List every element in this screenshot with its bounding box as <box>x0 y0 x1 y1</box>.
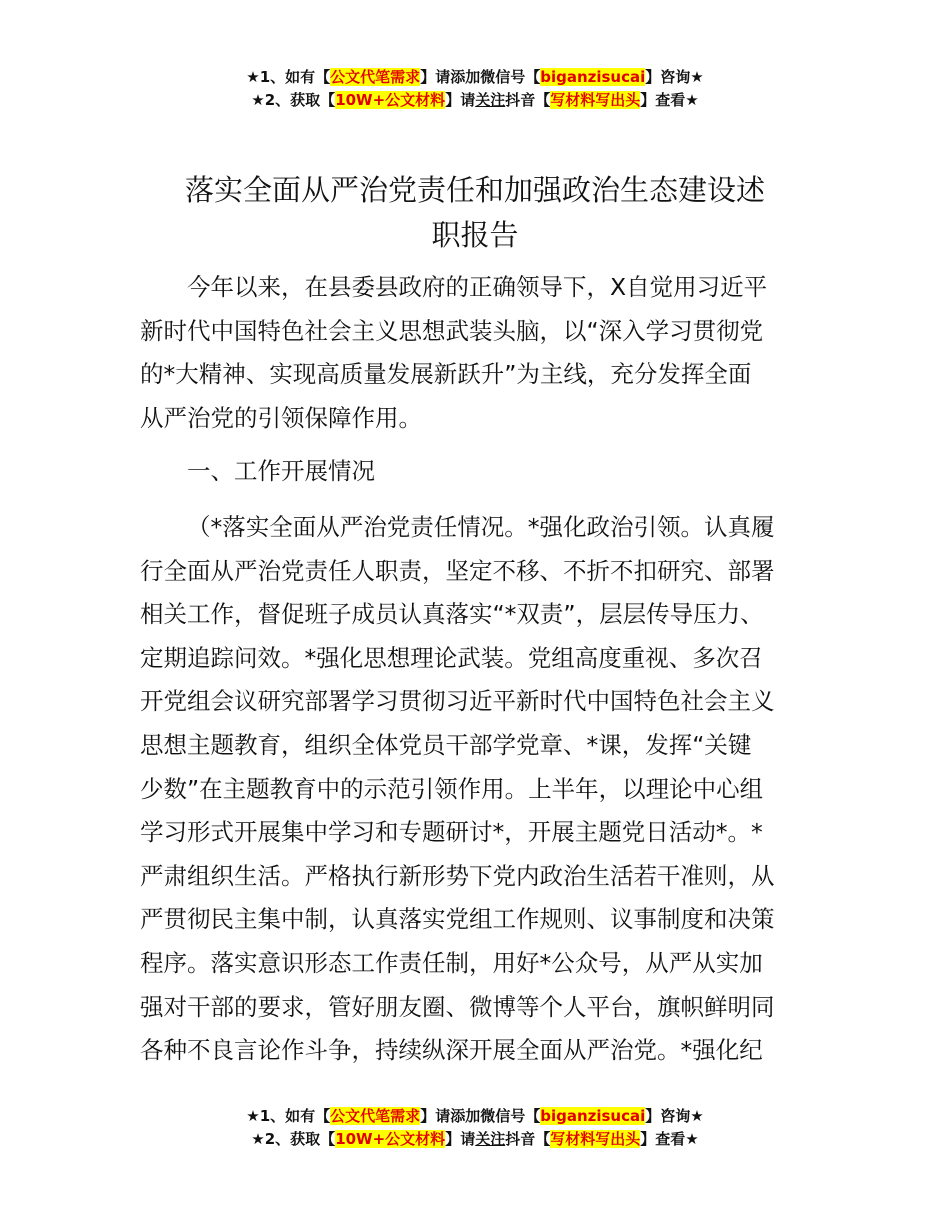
banner-text: ★2、获取【 <box>251 91 336 109</box>
banner-text: 】请 <box>445 1130 476 1148</box>
section-heading: 一、工作开展情况 <box>187 457 375 486</box>
banner-text: 】咨询★ <box>645 68 704 86</box>
document-title <box>140 168 810 258</box>
text-line: 强对干部的要求，管好朋友圈、微博等个人平台，旗帜鲜明同 <box>140 992 775 1021</box>
text-line: 从严治党的引领保障作用。 <box>140 403 422 432</box>
title-line-1: 落实全面从严治党责任和加强政治生态建设述 <box>184 173 765 207</box>
text-line: 开党组会议研究部署学习贯彻习近平新时代中国特色社会主义 <box>140 687 775 716</box>
banner-text: 】查看★ <box>640 91 699 109</box>
banner-line-1 <box>0 1105 950 1128</box>
banner-text: 抖音【 <box>505 91 551 109</box>
document-body <box>140 266 812 1073</box>
title-line-2: 职报告 <box>431 218 519 252</box>
banner-text: ★2、获取【 <box>251 1130 336 1148</box>
banner-highlight: biganzisucai <box>540 1107 646 1125</box>
banner-text: 抖音【 <box>505 1130 551 1148</box>
text-line: 今年以来，在县委县政府的正确领导下，X自觉用习近平 <box>187 273 768 301</box>
banner-text: ★1、如有【 <box>246 68 331 86</box>
banner-line-2 <box>0 89 950 112</box>
banner-highlight: 10W+公文材料 <box>335 91 446 109</box>
text-line: 各种不良言论作斗争，持续纵深开展全面从严治党。*强化纪 <box>140 1036 763 1065</box>
text-line: 严肃组织生活。严格执行新形势下党内政治生活若干准则，从 <box>140 861 775 890</box>
text-line: 少数”在主题教育中的示范引领作用。上半年，以理论中心组 <box>140 774 764 803</box>
banner-underlined: 关注 <box>475 91 506 109</box>
banner-highlight: 公文代笔需求 <box>330 68 421 86</box>
banner-highlight: 写材料写出头 <box>550 1130 641 1148</box>
banner-text: 】请 <box>445 91 476 109</box>
paragraph-work <box>140 506 812 1073</box>
banner-underlined: 关注 <box>475 1130 506 1148</box>
top-banner <box>0 66 950 112</box>
banner-text: ★1、如有【 <box>246 1107 331 1125</box>
paragraph-intro <box>140 266 812 440</box>
text-line: 学习形式开展集中学习和专题研讨*，开展主题党日活动*。* <box>140 818 763 847</box>
text-line: 的*大精神、实现高质量发展新跃升”为主线，充分发挥全面 <box>140 360 752 389</box>
banner-highlight: 公文代笔需求 <box>330 1107 421 1125</box>
banner-text: 】查看★ <box>640 1130 699 1148</box>
text-line: 相关工作，督促班子成员认真落实“*双责”，层层传导压力、 <box>140 600 764 629</box>
banner-line-1 <box>0 66 950 89</box>
text-line: 思想主题教育，组织全体党员干部学党章、*课，发挥“关键 <box>140 730 752 759</box>
banner-text: 】请添加微信号【 <box>420 68 541 86</box>
text-line: 严贯彻民主集中制，认真落实党组工作规则、议事制度和决策 <box>140 905 775 934</box>
banner-text: 】请添加微信号【 <box>420 1107 541 1125</box>
bottom-banner <box>0 1105 950 1151</box>
banner-highlight: 写材料写出头 <box>550 91 641 109</box>
text-line: 新时代中国特色社会主义思想武装头脑，以“深入学习贯彻党 <box>140 316 764 345</box>
text-line: （*落实全面从严治党责任情况。*强化政治引领。认真履 <box>187 512 775 541</box>
text-line: 定期追踪问效。*强化思想理论武装。党组高度重视、多次召 <box>140 643 763 672</box>
banner-line-2 <box>0 1128 950 1151</box>
text-line: 程序。落实意识形态工作责任制，用好*公众号，从严从实加 <box>140 948 763 977</box>
text-line: 行全面从严治党责任人职责，坚定不移、不折不扣研究、部署 <box>140 556 775 585</box>
banner-highlight: biganzisucai <box>540 68 646 86</box>
banner-highlight: 10W+公文材料 <box>335 1130 446 1148</box>
banner-text: 】咨询★ <box>645 1107 704 1125</box>
